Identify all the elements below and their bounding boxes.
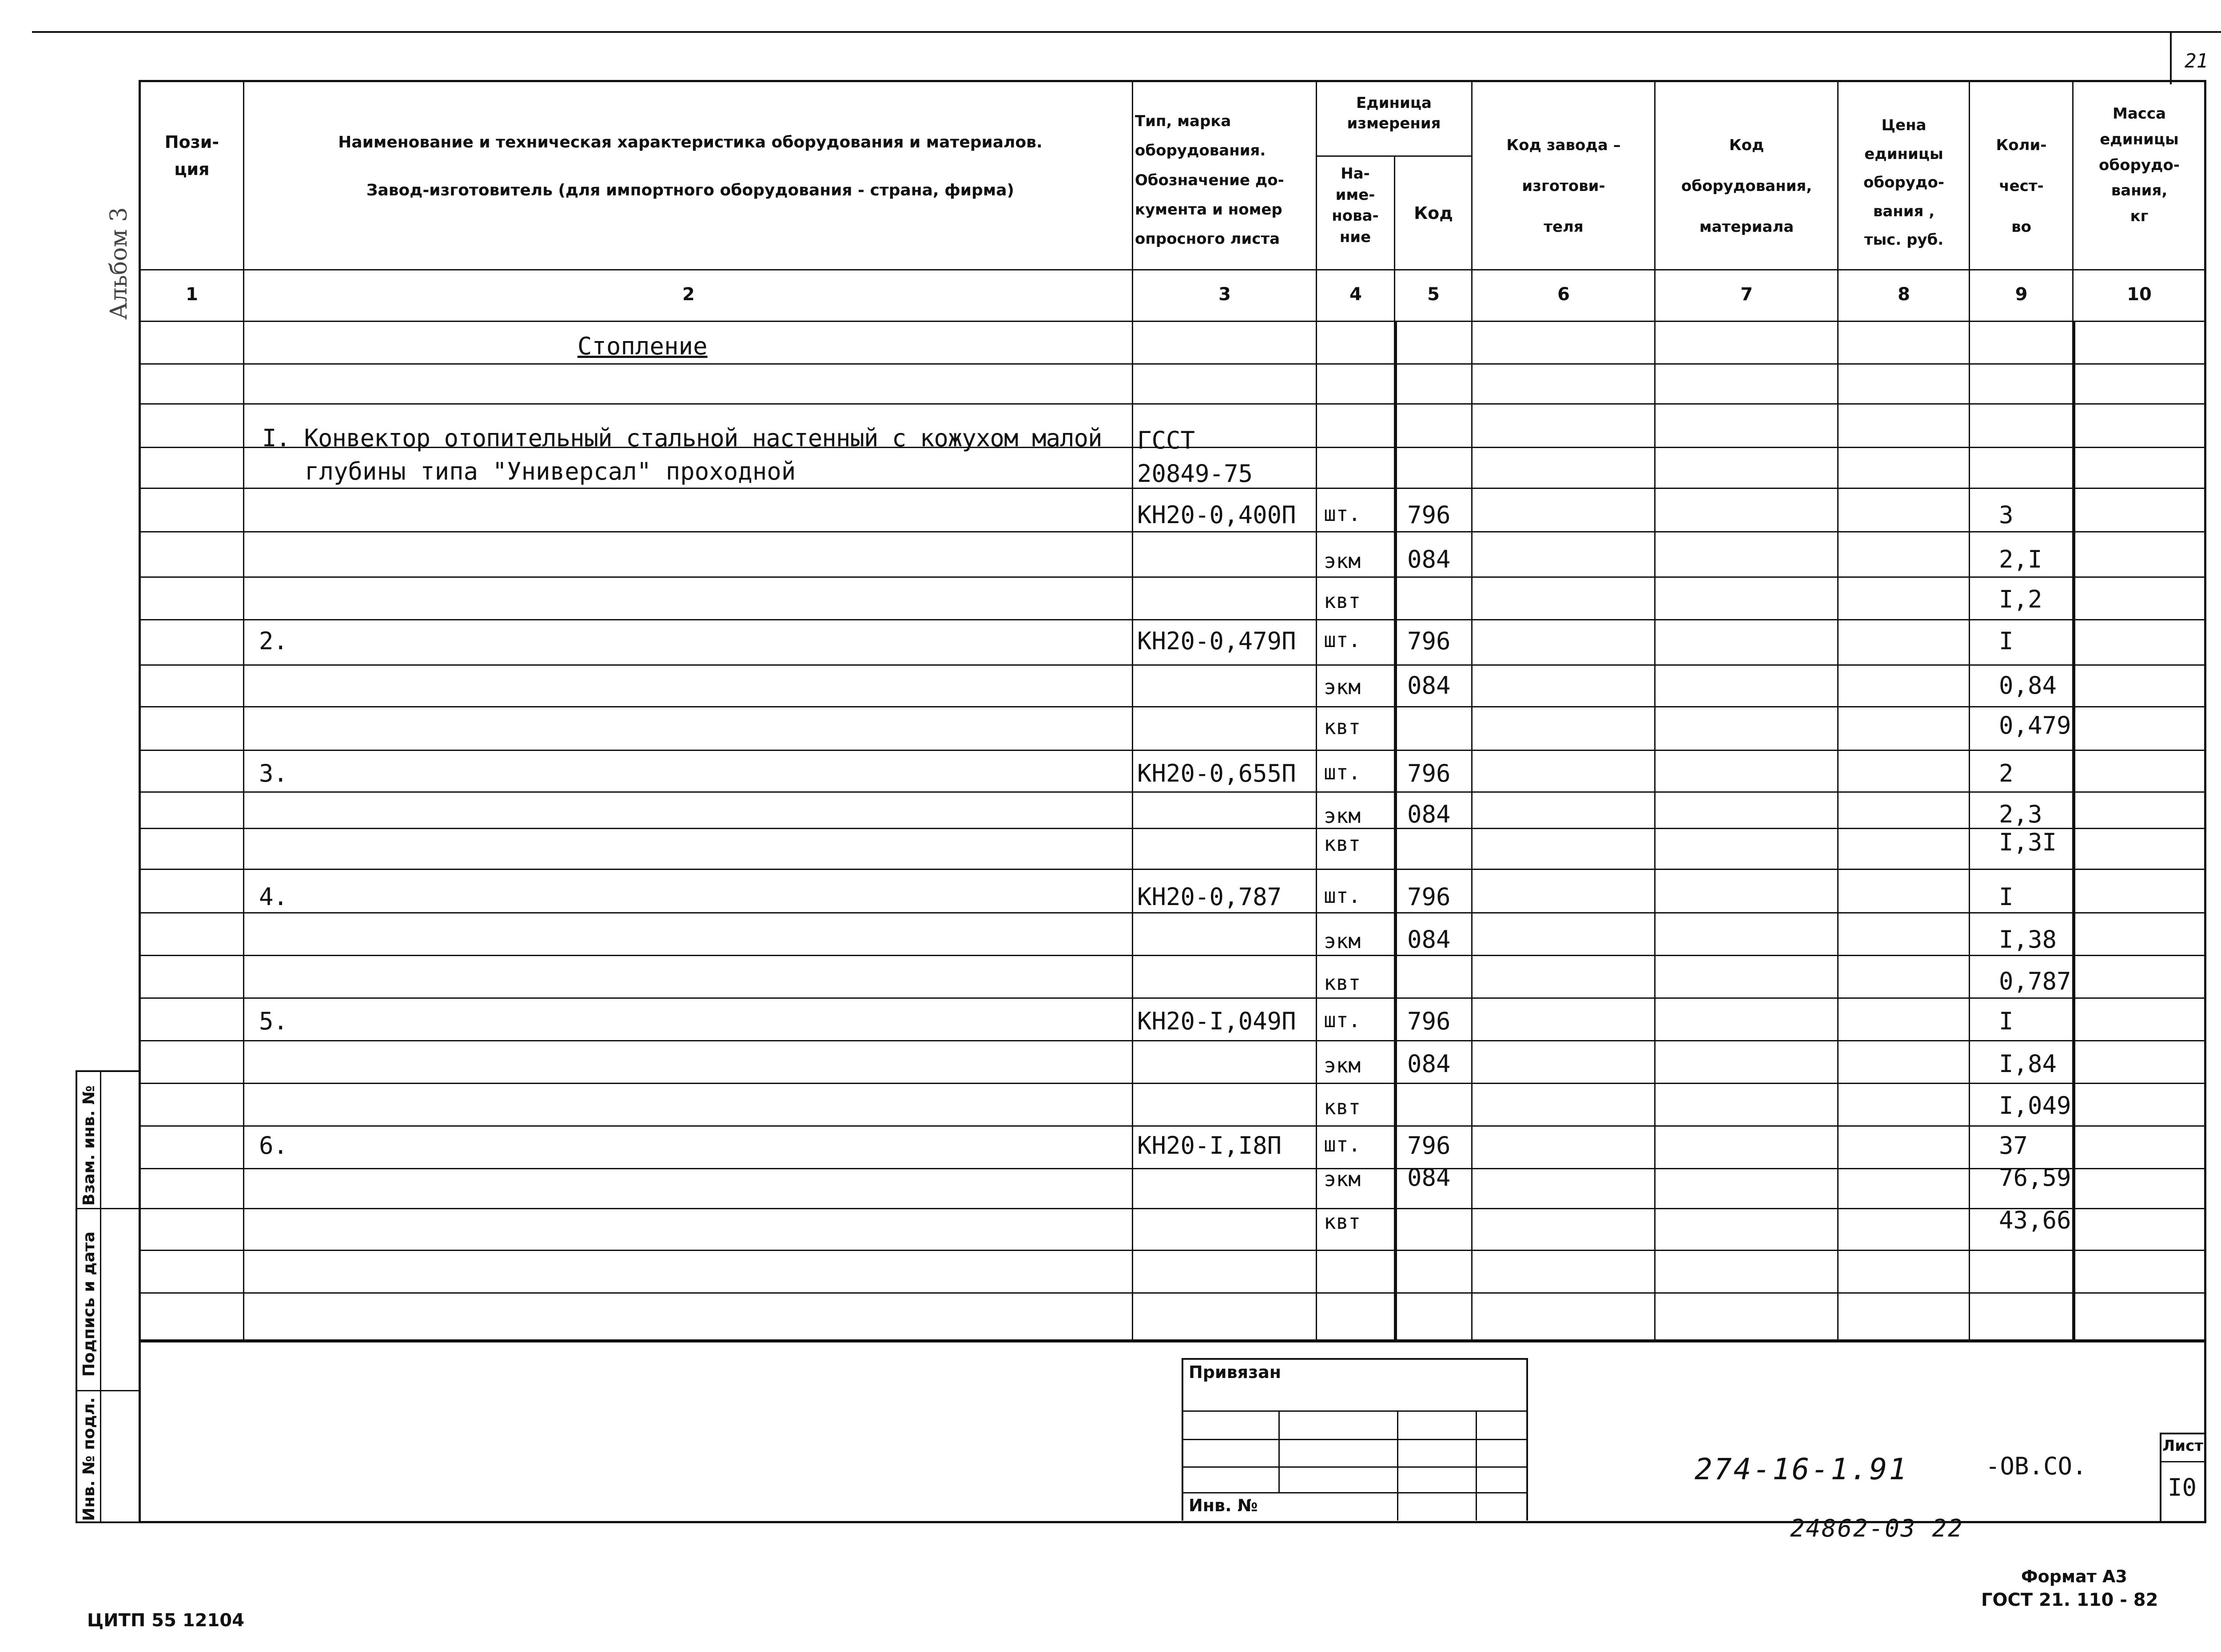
header-name-line1: Наименование и техническая характеристика оборудования и материалов.	[338, 133, 1043, 151]
unit-code: 796	[1407, 1007, 1451, 1035]
item-type: КН20-0,787	[1137, 883, 1282, 911]
unit-name: шт.	[1324, 502, 1361, 526]
item-position: 3.	[259, 759, 288, 787]
row-line	[139, 791, 2206, 793]
item-position: 6.	[259, 1132, 288, 1160]
colnum-9: 9	[2015, 284, 2028, 305]
row-line	[139, 619, 2206, 620]
row-line	[139, 997, 2206, 999]
colnum-2: 2	[682, 284, 695, 305]
header-mass: Масса единицы оборудо- вания, кг	[2099, 105, 2180, 226]
quantity: 0,787	[1999, 967, 2071, 995]
unit-name: шт.	[1324, 1008, 1361, 1032]
row-line	[139, 1250, 2206, 1251]
unit-subheader-line	[1316, 155, 1471, 157]
row-line	[139, 706, 2206, 707]
quantity: I,2	[1999, 585, 2042, 613]
unit-name: квт	[1324, 971, 1361, 995]
quantity: 3	[1999, 501, 2014, 529]
colnum-7: 7	[1740, 284, 1753, 305]
row-line	[139, 1125, 2206, 1127]
unit-code: 084	[1407, 671, 1451, 699]
unit-code: 796	[1407, 501, 1451, 529]
quantity: 2,3	[1999, 800, 2042, 828]
row-line	[139, 1040, 2206, 1041]
item-position: 5.	[259, 1007, 288, 1035]
quantity: I,049	[1999, 1092, 2071, 1120]
unit-name: экм	[1324, 929, 1361, 953]
side-stamp-divider	[100, 1070, 101, 1523]
binding-vline2	[1397, 1410, 1398, 1521]
row-line	[139, 955, 2206, 956]
item-type: КН20-0,655П	[1137, 759, 1296, 787]
quantity: I	[1999, 1007, 2014, 1035]
sheet-format: Формат А3	[2021, 1567, 2127, 1586]
unit-name: квт	[1324, 589, 1361, 613]
document-code: 274-16-1.91	[1695, 1452, 1909, 1486]
item-type: КН20-I,I8П	[1137, 1132, 1282, 1160]
side-stamp-signature-date: Подпись и дата	[80, 1231, 98, 1377]
quantity: I,3I	[1999, 828, 2057, 856]
row-line	[139, 912, 2206, 913]
row-line	[139, 750, 2206, 751]
header-equipment-code: Код оборудования, материала	[1681, 136, 1812, 236]
col-line-5	[1471, 80, 1473, 1339]
row-line	[139, 1292, 2206, 1294]
item1-standard: ГССТ	[1137, 426, 1195, 454]
col-line-6	[1654, 80, 1656, 1339]
binding-vline3	[1476, 1410, 1477, 1521]
quantity: 2	[1999, 759, 2014, 787]
col-line-7	[1837, 80, 1839, 1339]
quantity: 37	[1999, 1132, 2028, 1160]
unit-name: квт	[1324, 715, 1361, 739]
header-separator	[139, 269, 2206, 270]
col-line-1	[243, 80, 244, 1339]
item-position: 2.	[259, 627, 288, 655]
binding-vline1	[1278, 1410, 1280, 1492]
col-line-4-thick	[1394, 321, 1397, 1339]
unit-code: 084	[1407, 545, 1451, 573]
col-line-2	[1132, 80, 1133, 1339]
col-line-9-thick	[2072, 321, 2075, 1339]
header-name-line2: Завод-изготовитель (для импортного оборудования - страна, фирма)	[366, 181, 1015, 199]
header-unit-code: Код	[1414, 203, 1453, 223]
gost-reference: ГОСТ 21. 110 - 82	[1981, 1590, 2158, 1610]
quantity: I	[1999, 883, 2014, 911]
unit-name: экм	[1324, 549, 1361, 573]
document-suffix: -ОВ.СО.	[1986, 1452, 2087, 1480]
quantity: I	[1999, 627, 2014, 655]
row-line	[139, 828, 2206, 829]
colnum-5: 5	[1427, 284, 1440, 305]
quantity: I,38	[1999, 925, 2057, 953]
side-stamp-replace-inv: Взам. инв. №	[80, 1085, 98, 1206]
row-line	[139, 403, 2206, 405]
colnum-4: 4	[1349, 284, 1362, 305]
side-stamp-line2	[76, 1390, 139, 1391]
side-stamp-line1	[76, 1208, 139, 1209]
item-position: 4.	[259, 883, 288, 911]
col-line-3	[1316, 80, 1317, 1339]
header-factory-code: Код завода – изготови- теля	[1506, 136, 1621, 236]
citp-code: ЦИТП 55 12104	[87, 1610, 245, 1631]
unit-name: экм	[1324, 804, 1361, 828]
unit-code: 084	[1407, 1164, 1451, 1191]
archive-number: 24862-03 22	[1790, 1514, 1964, 1542]
unit-name: квт	[1324, 1095, 1361, 1119]
row-line	[139, 363, 2206, 365]
sheet-number: I0	[2168, 1473, 2197, 1501]
colnum-1: 1	[186, 284, 198, 305]
quantity: 0,479	[1999, 711, 2071, 739]
unit-name: шт.	[1324, 760, 1361, 784]
unit-name: квт	[1324, 1210, 1361, 1234]
item-type: КН20-0,479П	[1137, 627, 1296, 655]
unit-name: шт.	[1324, 884, 1361, 908]
quantity: I,84	[1999, 1050, 2057, 1078]
corner-sheet-number: 21	[2185, 50, 2208, 72]
unit-name: экм	[1324, 675, 1361, 699]
header-quantity: Коли- чест- во	[1996, 136, 2047, 236]
table-bottom	[139, 1339, 2206, 1342]
quantity: 76,59	[1999, 1164, 2071, 1191]
unit-name: шт.	[1324, 628, 1361, 652]
colnum-6: 6	[1557, 284, 1570, 305]
colnum-8: 8	[1898, 284, 1910, 305]
sheet-box-line	[2160, 1461, 2206, 1462]
unit-code: 084	[1407, 1050, 1451, 1078]
header-unit: Единица измерения	[1347, 94, 1441, 132]
inventory-number-label: Инв. №	[1189, 1496, 1258, 1515]
binding-stamp-label: Привязан	[1189, 1362, 1282, 1382]
colnum-10: 10	[2127, 284, 2152, 305]
col-line-9	[2072, 80, 2074, 321]
quantity: 2,I	[1999, 545, 2042, 573]
album-label: Альбом 3	[106, 207, 132, 320]
quantity: 0,84	[1999, 671, 2057, 699]
col-line-8	[1969, 80, 1970, 1339]
quantity: 43,66	[1999, 1206, 2071, 1234]
header-position: Пози- ция	[164, 132, 219, 179]
side-stamp-original-inv: Инв. № подл.	[80, 1397, 98, 1521]
unit-code: 796	[1407, 627, 1451, 655]
unit-code: 796	[1407, 759, 1451, 787]
row-line	[139, 488, 2206, 489]
row-line	[139, 1168, 2206, 1169]
row-line	[139, 531, 2206, 532]
item1-description-line1: I. Конвектор отопительный стальной настенный с кожухом малой	[262, 424, 1102, 452]
unit-name: экм	[1324, 1167, 1361, 1191]
row-line	[139, 1083, 2206, 1084]
item1-description-line2: глубины типа "Универсал" проходной	[305, 457, 796, 485]
unit-code: 796	[1407, 1132, 1451, 1160]
colnum-separator	[139, 321, 2206, 322]
section-title: Стопление	[577, 332, 708, 360]
item1-standard-number: 20849-75	[1137, 460, 1253, 488]
header-price: Цена единицы оборудо- вания , тыс. руб.	[1863, 116, 1944, 249]
row-line	[139, 1208, 2206, 1209]
unit-code: 084	[1407, 925, 1451, 953]
unit-code: 084	[1407, 800, 1451, 828]
header-type: Тип, марка оборудования. Обозначение до- кумента и номер опросного листа	[1135, 112, 1284, 248]
unit-name: шт.	[1324, 1132, 1361, 1156]
unit-code: 796	[1407, 883, 1451, 911]
item-type: КН20-0,400П	[1137, 501, 1296, 529]
row-line	[139, 576, 2206, 578]
header-unit-name: На- име- нова- ние	[1332, 165, 1379, 246]
sheet-label: Лист	[2162, 1437, 2203, 1455]
colnum-3: 3	[1218, 284, 1231, 305]
row-line	[139, 664, 2206, 666]
unit-name: экм	[1324, 1053, 1361, 1077]
row-line	[139, 869, 2206, 870]
unit-name: квт	[1324, 832, 1361, 856]
item-type: КН20-I,049П	[1137, 1007, 1296, 1035]
